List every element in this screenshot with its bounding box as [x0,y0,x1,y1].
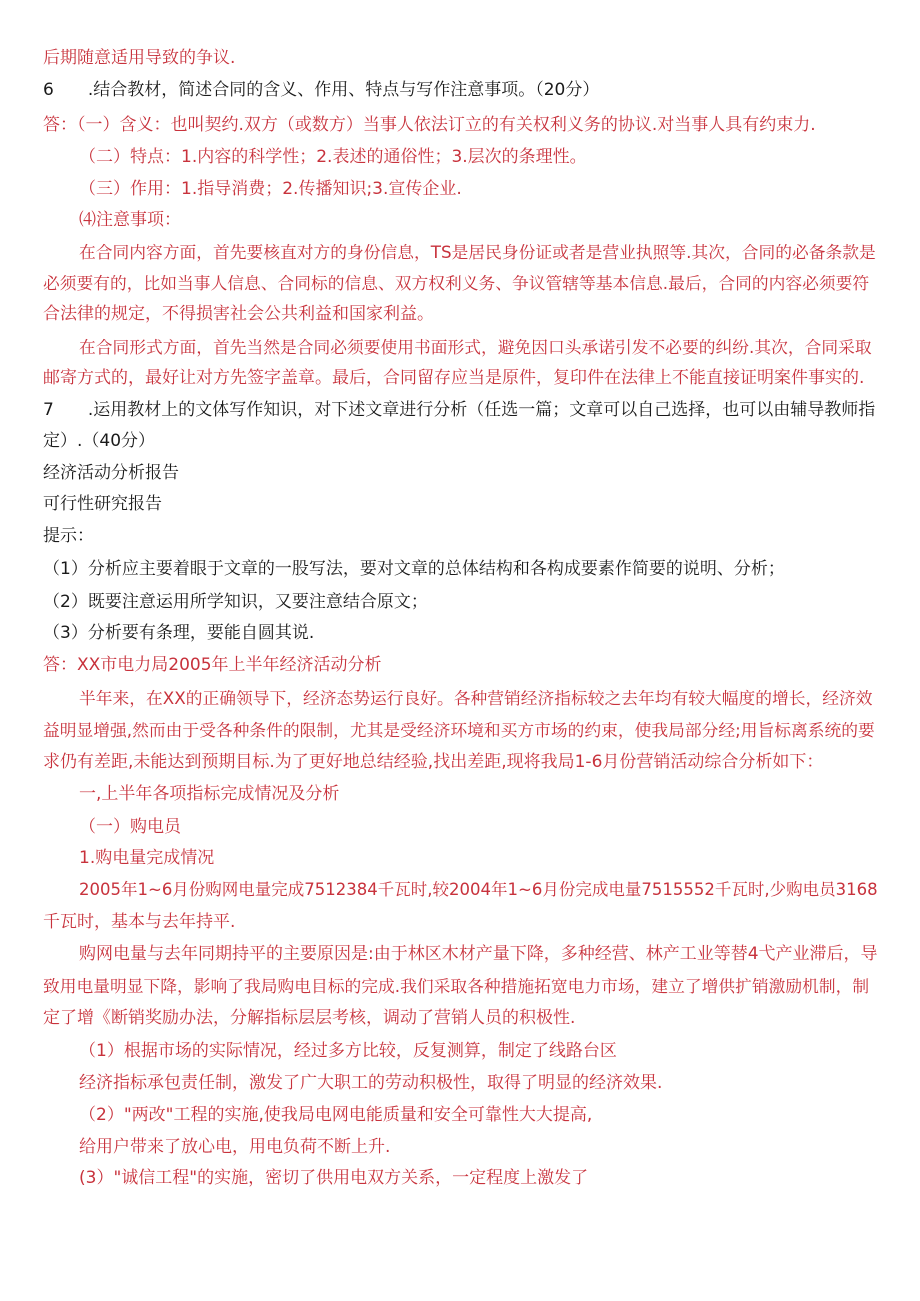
list-item: (3）"诚信工程"的实施，密切了供用电双方关系，一定程度上激发了 [79,1168,589,1188]
hint-item: （1）分析应主要着眼于文章的一股写法，要对文章的总体结构和各构成要素作简要的说明、分析； [43,559,785,579]
question-7: 7 .运用教材上的文体写作知识，对下述文章进行分析（任选一篇；文章可以自己选择，也可以由辅导教师指 [43,400,876,420]
hint-item: （2）既要注意运用所学知识，又要注意结合原文； [43,592,428,612]
paragraph-line: 致用电量明显下降，影响了我局购电目标的完成.我们采取各种措施拓宽电力市场，建立了增供扩销激励机制，制 [43,976,870,996]
paragraph-line: 购网电量与去年同期持平的主要原因是:由于林区木材产量下降，多种经营、林产工业等替4弋产业滞后，导 [79,944,878,964]
paragraph-line: 在合同形式方面，首先当然是合同必须要使用书面形式，避免因口头承诺引发不必要的纠纷.其次，合同采取 [79,337,872,357]
hint-heading: 提示： [43,526,94,546]
paragraph-line: 半年来，在XX的正确领导下，经济态势运行良好。各种营销经济指标较之去年均有较大幅度的增长，经济效 [79,688,873,708]
paragraph-line: 合法律的规定，不得损害社会公共利益和国家利益。 [43,304,434,324]
section-heading: 一,上半年各项指标完成情况及分析 [79,784,340,804]
paragraph-line: 2005年1~6月份购网电量完成7512384千瓦时,较2004年1~6月份完成电量7515552千瓦时,少购电员3168 [79,880,878,899]
answer-line: （二）特点：1.内容的科学性；2.表述的通俗性；3.层次的条理性。 [79,147,587,167]
answer-line: ⑷注意事项： [79,210,181,230]
answer-line: （三）作用：1.指导消费；2.传播知识;3.宣传企业. [79,179,462,199]
question-7: 定）.（40分） [43,431,156,451]
paragraph-line: 必须要有的，比如当事人信息、合同标的信息、双方权利义务、争议管辖等基本信息.最后，合同的内容必须要符 [43,273,870,293]
paragraph-line: 经济指标承包责任制，激发了广大职工的劳动积极性，取得了明显的经济效果. [79,1073,663,1093]
paragraph-line: 在合同内容方面，首先要核直对方的身份信息，TS是居民身份证或者是营业执照等.其次，合同的必备条款是 [79,242,876,262]
list-item: （2）"两改"工程的实施,使我局电网电能质量和安全可靠性大大提高, [79,1105,593,1125]
paragraph-line: 给用户带来了放心电，用电负荷不断上升. [79,1137,391,1157]
paragraph-line: 邮寄方式的，最好让对方先签字盖章。最后，合同留存应当是原件，复印件在法律上不能直接证明案件事实的. [43,368,865,388]
text-line: 后期随意适用导致的争议. [43,48,236,68]
paragraph-line: 益明显增强,然而由于受各种条件的限制，尤其是受经济环境和买方市场的约束，使我局部分经;用旨标离系统的要 [43,720,875,740]
option-line: 可行性研究报告 [43,494,162,514]
paragraph-line: 求仍有差距,未能达到预期目标.为了更好地总结经验,找出差距,现将我局1-6月份营销活动综合分析如下： [43,752,824,772]
option-line: 经济活动分析报告 [43,463,179,483]
question-6: 6 .结合教材，简述合同的含义、作用、特点与写作注意事项。（20分） [43,80,600,100]
answer-line: 答：（一）含义：也叫契约.双方（或数方）当事人依法订立的有关权利义务的协议.对当事人具有约束力. [43,115,816,135]
paragraph-line: 定了增《断销奖励办法，分解指标层层考核，调动了营销人员的积极性. [43,1008,576,1028]
list-item: （1）根据市场的实际情况，经过多方比较，反复测算，制定了线路台区 [79,1041,617,1061]
answer-title: 答：XX市电力局2005年上半年经济活动分析 [43,655,382,675]
subsection-heading: （一）购电员 [79,817,181,837]
paragraph-line: 千瓦时，基本与去年持平. [43,912,236,932]
subsection-heading: 1.购电量完成情况 [79,848,215,868]
hint-item: （3）分析要有条理，要能自圆其说. [43,623,315,643]
